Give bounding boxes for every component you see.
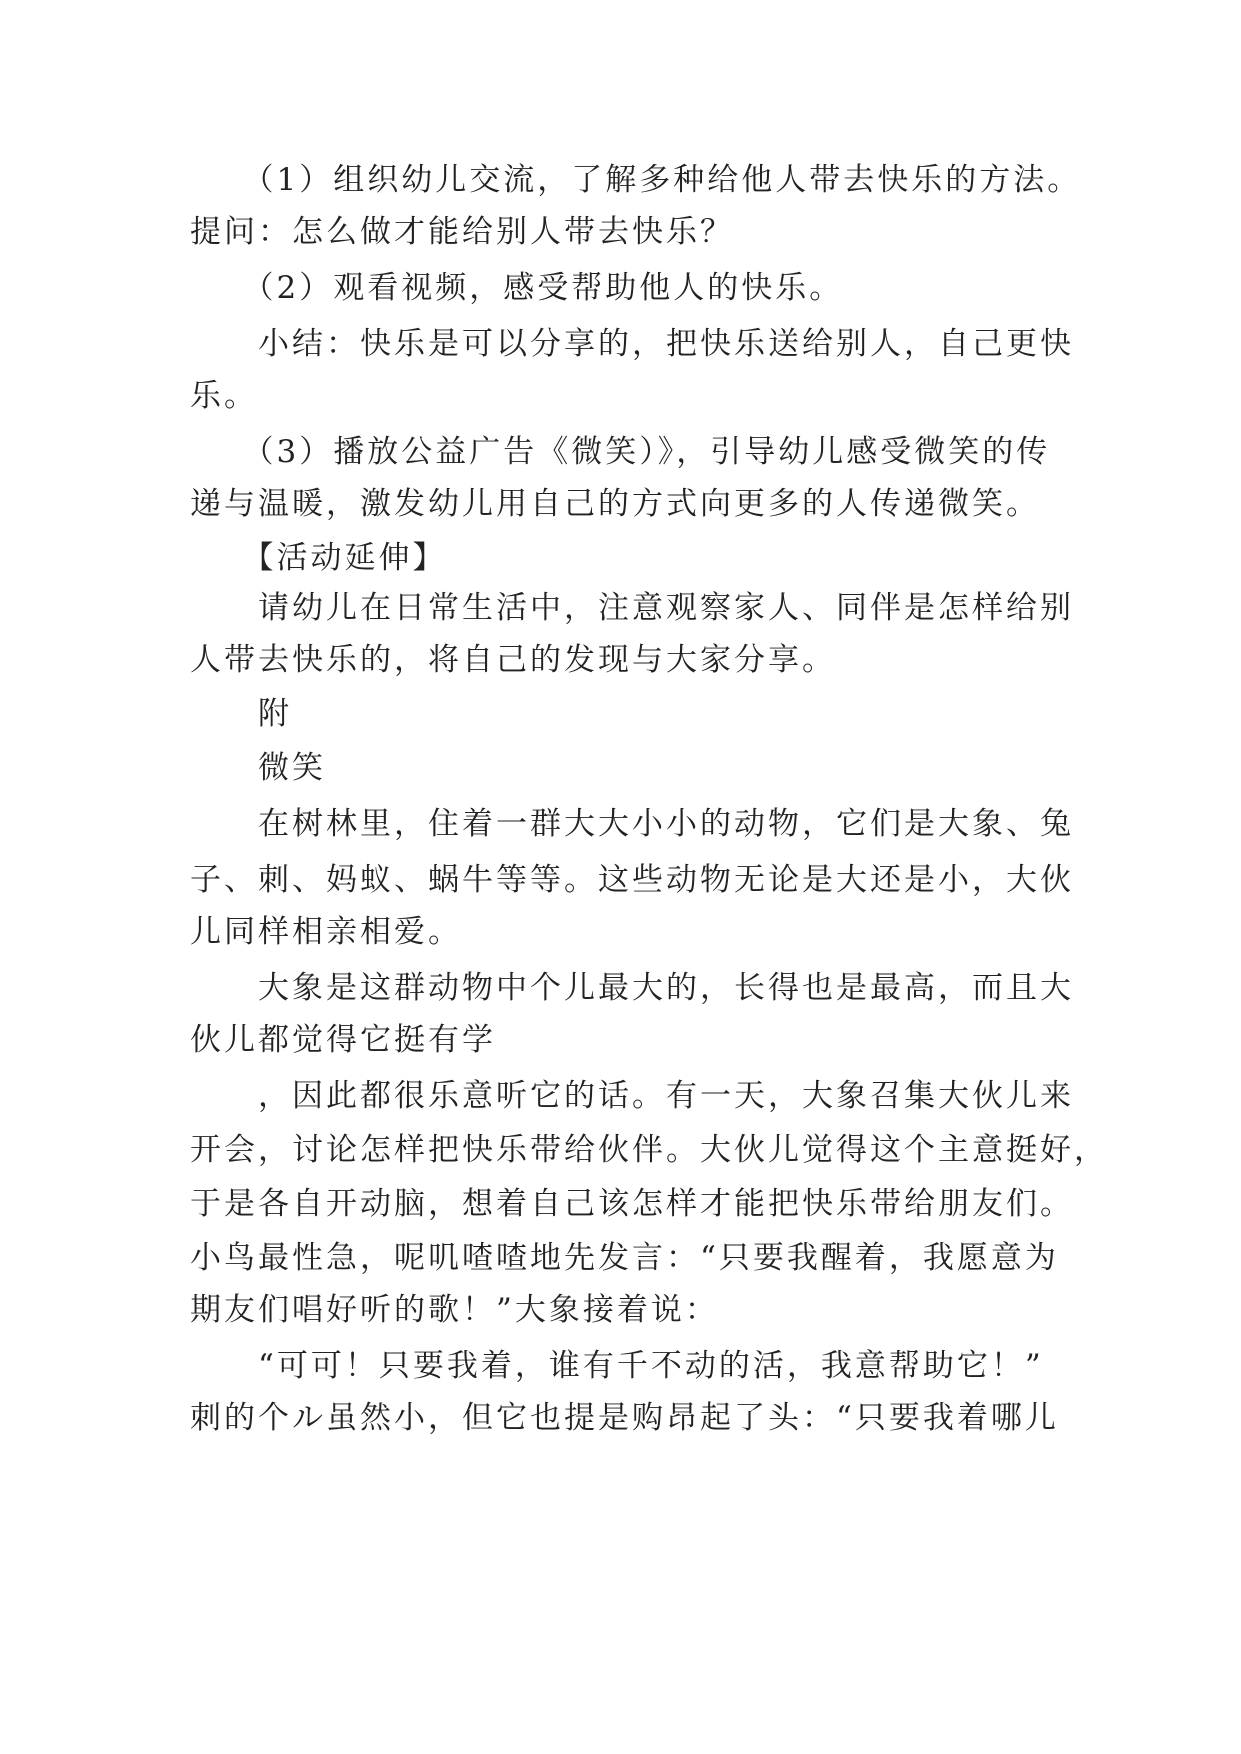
text-line: 于是各自开动脑，想着自己该怎样才能把快乐带给朋友们。 — [190, 1186, 1074, 1222]
text-line: 递与温暖，激发幼儿用自己的方式向更多的人传递微笑。 — [190, 486, 1040, 522]
text-line: 开会，讨论怎样把快乐带给伙伴。大伙儿觉得这个主意挺好， — [190, 1132, 1108, 1168]
text-line: ，因此都很乐意听它的话。有一天，大象召集大伙儿来 — [190, 1078, 1074, 1114]
text-line: 【活动延伸】 — [190, 540, 447, 576]
text-line: “可可！只要我着，谁有千不动的活，我意帮助它！” — [190, 1348, 1044, 1384]
text-line: 附 — [190, 696, 292, 732]
text-line: 在树林里，住着一群大大小小的动物，它们是大象、兔 — [190, 806, 1074, 842]
text-line: 小结：快乐是可以分享的，把快乐送给别人，自己更快 — [190, 326, 1074, 362]
text-line: 子、刺、妈蚁、蜗牛等等。这些动物无论是大还是小，大伙 — [190, 862, 1074, 898]
text-line: 儿同样相亲相爱。 — [190, 914, 462, 950]
text-line: 人带去快乐的，将自己的发现与大家分享。 — [190, 642, 836, 678]
text-line: （3）播放公益广告《微笑）》，引导幼儿感受微笑的传 — [190, 434, 1051, 470]
text-line: 刺的个ル虽然小，但它也提是购昂起了头：“只要我着哪儿 — [190, 1400, 1059, 1436]
text-line: 微笑 — [190, 750, 326, 786]
text-line: 小鸟最性急，呢叽喳喳地先发言：“只要我醒着，我愿意为 — [190, 1240, 1059, 1276]
text-line: 大象是这群动物中个儿最大的，长得也是最高，而且大 — [190, 970, 1074, 1006]
text-line: 伙儿都觉得它挺有学 — [190, 1022, 496, 1058]
text-line: 期友们唱好听的歌！”大象接着说： — [190, 1292, 719, 1328]
text-line: 请幼儿在日常生活中，注意观察家人、同伴是怎样给别 — [190, 590, 1074, 626]
text-line: 提问：怎么做才能给别人带去快乐？ — [190, 214, 734, 250]
text-line: 乐。 — [190, 378, 258, 414]
text-line: （1）组织幼儿交流，了解多种给他人带去快乐的方法。 — [190, 162, 1082, 198]
text-line: （2）观看视频，感受帮助他人的快乐。 — [190, 270, 844, 306]
